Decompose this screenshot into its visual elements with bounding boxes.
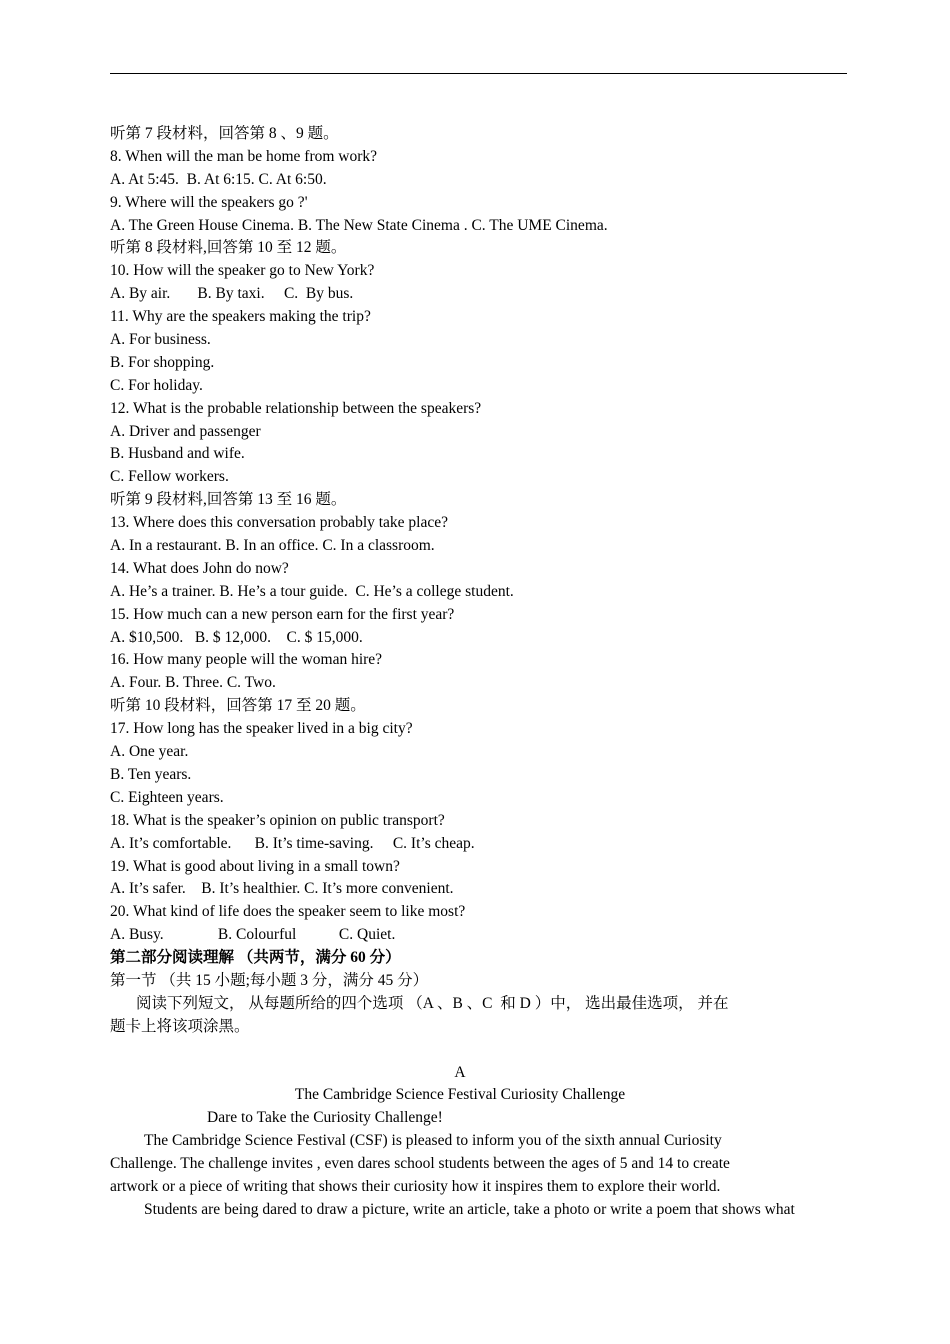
question-line: 12. What is the probable relationship between the speakers? — [110, 399, 482, 417]
question-line: 15. How much can a new person earn for the first year? — [110, 605, 455, 623]
option-line: C. For holiday. — [110, 376, 203, 394]
options-line: A. In a restaurant. B. In an office. C. In a classroom. — [110, 537, 435, 555]
question-line: 17. How long has the speaker lived in a big city? — [110, 720, 413, 738]
instruction-line: 听第 9 段材料,回答第 13 至 16 题。 — [110, 491, 347, 509]
question-line: 13. Where does this conversation probably take place? — [110, 514, 449, 532]
question-line: 14. What does John do now? — [110, 559, 289, 577]
document-body — [110, 123, 850, 1222]
passage-letter: A — [454, 1063, 466, 1081]
options-line: A. $10,500. B. $ 12,000. C. $ 15,000. — [110, 628, 363, 646]
options-line: A. It’s comfortable. B. It’s time-saving. C. It’s cheap. — [110, 834, 475, 852]
instruction-line: 听第 8 段材料,回答第 10 至 12 题。 — [110, 239, 347, 257]
options-line: A. By air. B. By taxi. C. By bus. — [110, 285, 354, 303]
question-line: 16. How many people will the woman hire? — [110, 651, 383, 669]
option-line: A. One year. — [110, 743, 189, 761]
question-line: 11. Why are the speakers making the trip? — [110, 308, 371, 326]
options-line: A. At 5:45. B. At 6:15. C. At 6:50. — [110, 170, 327, 188]
passage-title: The Cambridge Science Festival Curiosity Challenge — [294, 1086, 626, 1104]
question-line: 18. What is the speaker’s opinion on public transport? — [110, 811, 445, 829]
option-line: C. Eighteen years. — [110, 788, 224, 806]
passage-paragraph-line: Challenge. The challenge invites , even dares school students between the ages of 5 and 14 to create — [110, 1155, 730, 1173]
section-heading: 第二部分阅读理解 （共两节，满分 60 分） — [110, 949, 401, 967]
passage-paragraph-line: Students are being dared to draw a picture, write an article, take a photo or write a poem that shows what — [144, 1200, 795, 1218]
passage-paragraph-line: artwork or a piece of writing that shows their curiosity how it inspires them to explore their world. — [110, 1177, 721, 1195]
option-line: B. For shopping. — [110, 353, 215, 371]
instruction-line: 听第 7 段材料，回答第 8 、9 题。 — [110, 125, 339, 142]
options-line: A. He’s a trainer. B. He’s a tour guide. C. He’s a college student. — [110, 582, 514, 600]
reading-instruction-cont: 题卡上将该项涂黑。 — [110, 1017, 250, 1035]
options-line: A. It’s safer. B. It’s healthier. C. It’s more convenient. — [110, 880, 454, 898]
options-line: A. Four. B. Three. C. Two. — [110, 674, 276, 692]
passage-paragraph-line: The Cambridge Science Festival (CSF) is pleased to inform you of the sixth annual Curiosity — [144, 1132, 722, 1150]
reading-instruction: 阅读下列短文， 从每题所给的四个选项 （A 、B 、C 和 D ）中， 选出最佳选项， 并在 — [136, 994, 729, 1012]
options-line: A. The Green House Cinema. B. The New State Cinema . C. The UME Cinema. — [110, 216, 608, 234]
option-line: A. Driver and passenger — [110, 422, 261, 440]
options-line: A. Busy. B. Colourful C. Quiet. — [110, 926, 396, 944]
question-line: 20. What kind of life does the speaker seem to like most? — [110, 903, 466, 921]
option-line: C. Fellow workers. — [110, 468, 229, 486]
passage-subtitle: Dare to Take the Curiosity Challenge! — [207, 1109, 443, 1127]
question-line: 10. How will the speaker go to New York? — [110, 262, 375, 280]
option-line: A. For business. — [110, 331, 211, 349]
question-line: 9. Where will the speakers go ?' — [110, 193, 308, 211]
subsection-heading: 第一节 （共 15 小题;每小题 3 分，满分 45 分） — [110, 971, 429, 989]
header-rule — [110, 73, 847, 74]
option-line: B. Ten years. — [110, 765, 192, 783]
question-line: 8. When will the man be home from work? — [110, 147, 378, 165]
instruction-line: 听第 10 段材料，回答第 17 至 20 题。 — [110, 697, 366, 715]
option-line: B. Husband and wife. — [110, 445, 245, 463]
question-line: 19. What is good about living in a small town? — [110, 857, 400, 875]
spacer — [110, 1039, 850, 1062]
